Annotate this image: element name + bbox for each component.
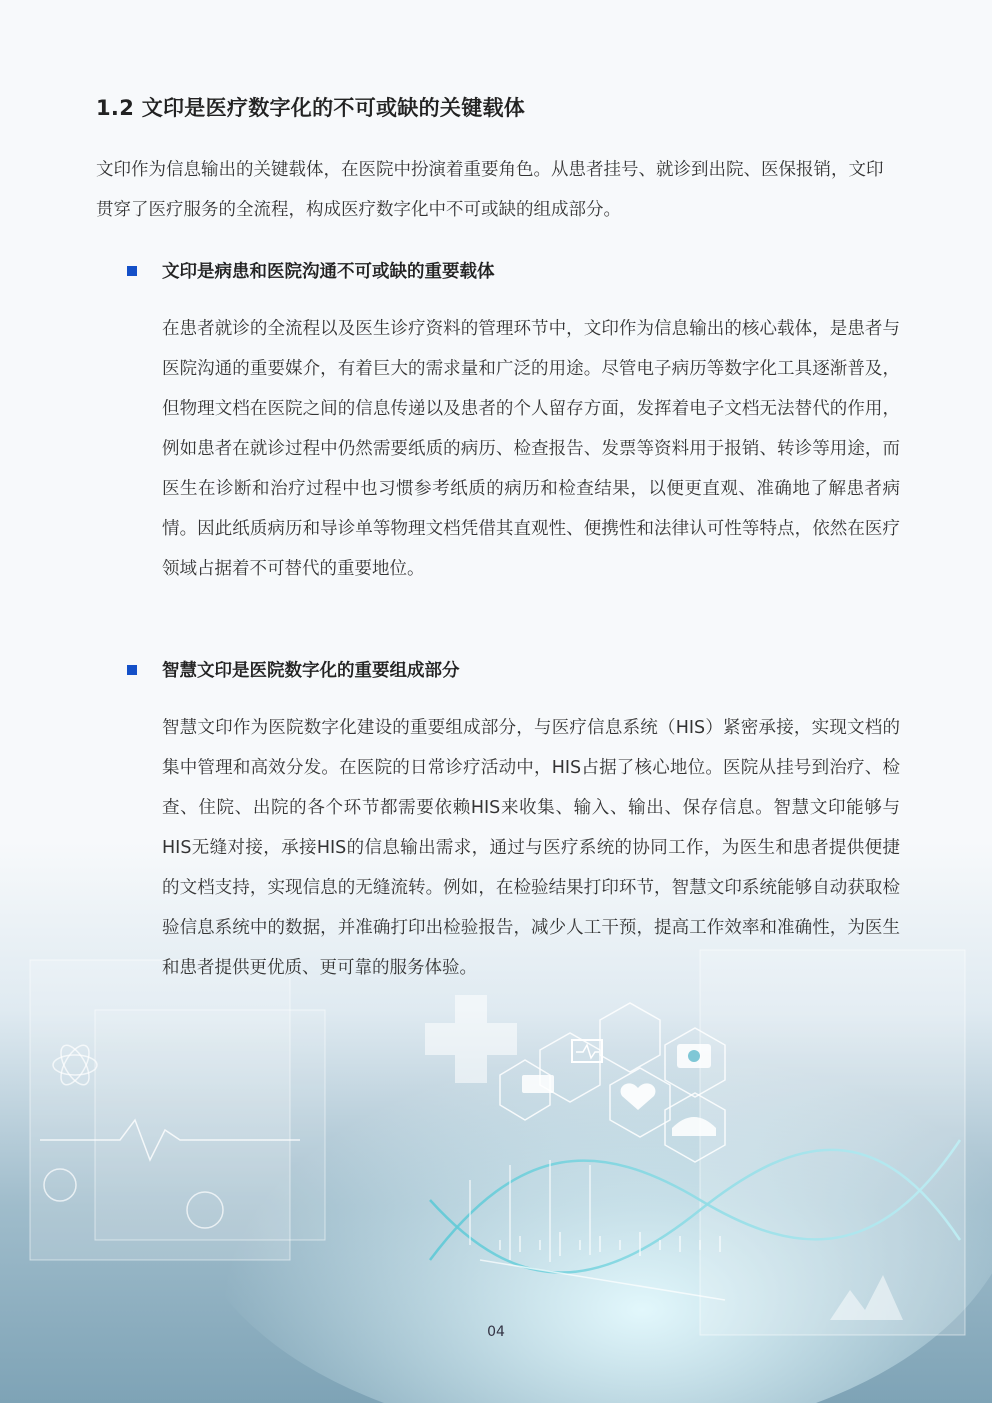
page-number: 04 <box>487 1324 505 1340</box>
square-bullet-icon <box>127 665 137 675</box>
subsection-heading-1 <box>127 258 495 283</box>
square-bullet-icon <box>127 266 137 276</box>
subsection-heading-2 <box>127 657 460 682</box>
subsection-body-paragraph: 在患者就诊的全流程以及医生诊疗资料的管理环节中，文印作为信息输出的核心载体，是患者与医院沟通的重要媒介，有着巨大的需求量和广泛的用途。尽管电子病历等数字化工具逐渐普及，但物理文档在医院之间的信息传递以及患者的个人留存方面，发挥着电子文档无法替代的作用，例如患者在就诊过程中仍然需要纸质的病历、检查报告、发票等资料用于报销、转诊等用途，而医生在诊断和治疗过程中也习惯参考纸质的病历和检查结果，以便更直观、准确地了解患者病情。因此纸质病历和导诊单等物理文档凭借其直观性、便携性和法律认可性等特点，依然在医疗领域占据着不可替代的重要地位。 <box>162 319 900 579</box>
subsection-body-paragraph: 智慧文印作为医院数字化建设的重要组成部分，与医疗信息系统（HIS）紧密承接，实现文档的集中管理和高效分发。在医院的日常诊疗活动中，HIS占据了核心地位。医院从挂号到治疗、检查、住院、出院的各个环节都需要依赖HIS来收集、输入、输出、保存信息。智慧文印能够与HIS无缝对接，承接HIS的信息输出需求，通过与医疗系统的协同工作，为医生和患者提供便捷的文档支持，实现信息的无缝流转。例如，在检验结果打印环节，智慧文印系统能够自动获取检验信息系统中的数据，并准确打印出检验报告，减少人工干预，提高工作效率和准确性，为医生和患者提供更优质、更可靠的服务体验。 <box>162 718 900 978</box>
subsection-title: 智慧文印是医院数字化的重要组成部分 <box>162 661 460 681</box>
section-intro-paragraph: 文印作为信息输出的关键载体，在医院中扮演着重要角色。从患者挂号、就诊到出院、医保报销，文印贯穿了医疗服务的全流程，构成医疗数字化中不可或缺的组成部分。 <box>96 160 884 220</box>
section-title: 1.2 文印是医疗数字化的不可或缺的关键载体 <box>96 96 526 120</box>
subsection-title: 文印是病患和医院沟通不可或缺的重要载体 <box>162 262 495 282</box>
